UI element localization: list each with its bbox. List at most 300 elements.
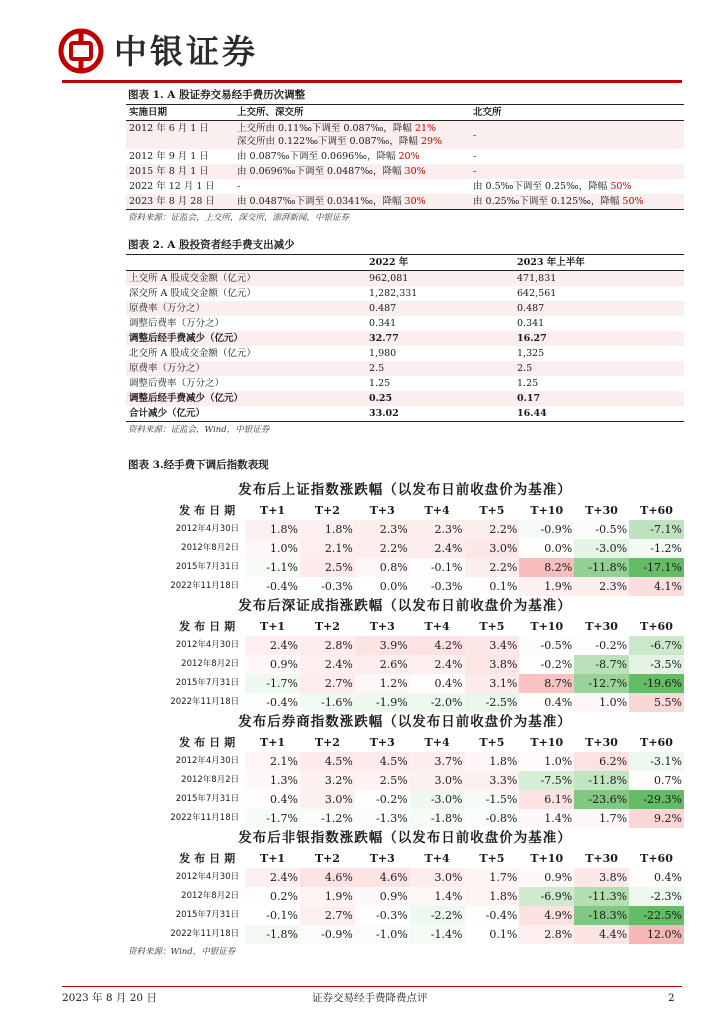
date-header: 发布日期 <box>179 620 240 633</box>
pct-cell: -12.7% <box>574 674 629 693</box>
pct-cell: 1.0% <box>519 752 574 771</box>
change-text: 深交所由 0.122‰下调至 0.087‰，降幅 <box>237 136 421 147</box>
pct-cell: 2.1% <box>245 752 300 771</box>
table-row <box>126 331 684 346</box>
pct-cell: 2.8% <box>519 925 574 944</box>
pct-cell: 4.5% <box>355 752 410 771</box>
col-header: T+1 <box>260 620 286 633</box>
pct-cell: 2.4% <box>410 655 465 674</box>
boc-logo-icon <box>58 28 104 74</box>
pct-cell: 0.0% <box>379 580 408 593</box>
pct-cell: -0.3% <box>430 580 463 593</box>
change-line <box>237 135 467 148</box>
pct-cell: 0.4% <box>544 696 573 709</box>
pct-cell: 1.4% <box>410 887 465 906</box>
table-row <box>126 361 684 376</box>
change-line <box>237 195 467 208</box>
pct-cell: -1.2% <box>629 539 684 558</box>
sh-sz-change <box>234 164 470 179</box>
pct-cell: 3.8% <box>574 868 629 887</box>
pct-cell: -2.3% <box>629 887 684 906</box>
col-header: T+10 <box>530 852 564 865</box>
bj-change <box>470 179 684 194</box>
pct-cell: 2.2% <box>465 520 520 539</box>
pct-cell: 4.9% <box>519 906 574 925</box>
pct-cell: 1.9% <box>300 887 355 906</box>
col-header: T+4 <box>424 852 450 865</box>
col-header: T+30 <box>585 852 618 865</box>
pct-cell: 1.0% <box>574 693 629 712</box>
pct-cell: -22.5% <box>629 906 684 925</box>
pct-cell: 3.4% <box>465 636 520 655</box>
col-header: T+2 <box>314 620 340 633</box>
pct-cell: -0.1% <box>266 909 298 922</box>
pct-cell: 2.7% <box>300 674 355 693</box>
col-header: T+5 <box>479 620 505 633</box>
change-text: - <box>237 181 241 192</box>
footer-title: 证券交易经手费降费点评 <box>312 992 428 1004</box>
pct-cell: 0.0% <box>544 542 573 555</box>
table-row <box>126 771 684 790</box>
col-header: T+30 <box>585 620 618 633</box>
pct-cell: 1.8% <box>465 752 520 771</box>
fig1-title: 图表 1. A 股证券交易经手费历次调整 <box>128 89 306 101</box>
pct-cell: 3.0% <box>410 868 465 887</box>
release-date: 2015年7月31日 <box>175 910 240 920</box>
pct-cell: 1.8% <box>465 887 520 906</box>
pct-cell: 0.7% <box>654 774 682 787</box>
pct-cell: 3.2% <box>300 771 355 790</box>
pct-cell: -0.5% <box>574 520 629 539</box>
brand-name: 中银证券 <box>114 32 258 71</box>
pct-cell: 1.7% <box>465 868 520 887</box>
pct-cell: 6.1% <box>519 790 574 809</box>
change-text: - <box>473 166 477 177</box>
fig1-source: 资料来源：证监会，上交所，深交所，澎湃新闻，中银证券 <box>128 213 350 223</box>
fee-date: 2012 年 6 月 1 日 <box>126 121 234 150</box>
pct-cell: -3.0% <box>410 790 465 809</box>
col-header: T+1 <box>260 736 286 749</box>
pct-cell: 0.8% <box>355 558 410 577</box>
pct-cell: -8.7% <box>574 655 629 674</box>
row-value: 642,561 <box>517 288 557 299</box>
pct-cell: 3.8% <box>465 655 520 674</box>
pct-cell: 2.8% <box>300 636 355 655</box>
pct-cell: -0.4% <box>485 909 518 922</box>
pct-cell: 2.4% <box>300 655 355 674</box>
pct-cell: 2.4% <box>410 539 465 558</box>
change-line <box>237 165 467 178</box>
pct-cell: 2.4% <box>245 868 300 887</box>
pct-cell: 2.3% <box>355 520 410 539</box>
pct-cell: -1.5% <box>465 790 520 809</box>
change-text: 由 0.25‰下调至 0.125‰，降幅 <box>473 196 623 207</box>
pct-cell: -2.0% <box>410 693 465 712</box>
table-row <box>126 149 684 164</box>
pct-cell: 2.5% <box>355 771 410 790</box>
col-header: T+60 <box>640 504 673 517</box>
pct-cell: 5.5% <box>629 693 684 712</box>
pct-cell: -6.7% <box>629 636 684 655</box>
col-header: T+1 <box>260 504 286 517</box>
row-value: 962,081 <box>366 271 514 287</box>
table-row <box>126 809 684 828</box>
pct-cell: -0.2% <box>595 639 628 652</box>
release-date: 2012年4月30日 <box>175 524 240 534</box>
release-date: 2012年4月30日 <box>175 640 240 650</box>
pct-cell: 1.8% <box>300 520 355 539</box>
release-date: 2015年7月31日 <box>175 678 240 688</box>
col-header: T+3 <box>369 504 395 517</box>
col-header: 2022 年 <box>366 255 514 271</box>
pct-cell: -0.1% <box>430 561 463 574</box>
pct-cell: -0.8% <box>465 809 520 828</box>
col-header: T+3 <box>369 620 395 633</box>
col-header: T+3 <box>369 736 395 749</box>
row-label: 深交所 A 股成交金额（亿元） <box>129 288 256 299</box>
row-value: 16.27 <box>514 331 684 346</box>
col-header: T+5 <box>479 852 505 865</box>
release-date: 2012年8月2日 <box>181 891 240 901</box>
page-header <box>0 0 724 84</box>
col-header: T+1 <box>260 852 286 865</box>
investor-fee-table <box>126 254 684 422</box>
pct-cell: 2.4% <box>245 636 300 655</box>
pct-cell: 9.2% <box>629 809 684 828</box>
col-header: T+60 <box>640 852 673 865</box>
table-row <box>126 906 684 925</box>
row-label: 合计减少（亿元） <box>126 406 366 422</box>
pct-cell: 3.9% <box>355 636 410 655</box>
release-date: 2012年8月2日 <box>181 543 240 553</box>
table-row <box>126 316 684 331</box>
change-line <box>237 122 467 135</box>
pct-cell: -3.0% <box>574 539 629 558</box>
table-row <box>126 194 684 210</box>
heatmap-table <box>126 849 684 944</box>
row-value: 0.487 <box>366 301 514 316</box>
page-number: 2 <box>668 992 675 1004</box>
row-label: 调整后费率（万分之） <box>129 378 225 389</box>
table-row <box>126 655 684 674</box>
pct-cell: -2.5% <box>465 693 520 712</box>
change-pct: 30% <box>404 166 426 177</box>
change-line <box>237 150 467 163</box>
section-title: 发布后券商指数涨跌幅（以发布日前收盘价为基准） <box>238 714 572 730</box>
col-header: T+60 <box>640 736 673 749</box>
pct-cell: -23.6% <box>574 790 629 809</box>
pct-cell: -1.7% <box>245 674 300 693</box>
pct-cell: 4.2% <box>410 636 465 655</box>
bj-change <box>470 149 684 164</box>
pct-cell: 1.2% <box>355 674 410 693</box>
pct-cell: -1.9% <box>355 693 410 712</box>
row-value: 1.25 <box>517 378 539 389</box>
pct-cell: 12.0% <box>629 925 684 944</box>
col-header: T+10 <box>530 504 564 517</box>
pct-cell: -29.3% <box>629 790 684 809</box>
pct-cell: 0.4% <box>654 871 682 884</box>
pct-cell: -3.5% <box>629 655 684 674</box>
table-row <box>126 376 684 391</box>
row-value: 471,831 <box>514 271 684 287</box>
pct-cell: -1.0% <box>355 925 410 944</box>
pct-cell: 3.7% <box>410 752 465 771</box>
pct-cell: -17.1% <box>629 558 684 577</box>
sh-sz-change <box>234 194 470 210</box>
index-performance-heatmap <box>126 480 684 944</box>
heatmap-table <box>126 501 684 596</box>
pct-cell: -0.2% <box>540 658 573 671</box>
row-value: 1,980 <box>369 348 397 359</box>
pct-cell: -1.1% <box>245 558 300 577</box>
fig2-source: 资料来源：证监会，Wind，中银证券 <box>128 425 270 435</box>
release-date: 2022年11月18日 <box>170 697 240 707</box>
fig3-title: 图表 3.经手费下调后指数表现 <box>128 459 269 471</box>
pct-cell: 2.3% <box>574 577 629 596</box>
row-value: 32.77 <box>366 331 514 346</box>
release-date: 2022年11月18日 <box>170 929 240 939</box>
pct-cell: -19.6% <box>629 674 684 693</box>
table-row <box>126 539 684 558</box>
pct-cell: 3.0% <box>465 539 520 558</box>
table-row <box>126 925 684 944</box>
table-row <box>126 558 684 577</box>
pct-cell: 2.6% <box>355 655 410 674</box>
fig3-source: 资料来源：Wind，中银证券 <box>128 947 236 957</box>
pct-cell: -11.8% <box>574 771 629 790</box>
pct-cell: -2.2% <box>410 906 465 925</box>
row-value: 1.25 <box>369 378 391 389</box>
col-header: T+2 <box>314 736 340 749</box>
col-header: 上交所、深交所 <box>234 105 470 121</box>
pct-cell: -1.7% <box>245 809 300 828</box>
pct-cell: 2.7% <box>300 906 355 925</box>
table-row <box>126 577 684 596</box>
table-row <box>126 636 684 655</box>
change-pct: 50% <box>622 196 644 207</box>
row-value: 0.17 <box>514 391 684 406</box>
pct-cell: 0.4% <box>434 677 463 690</box>
date-header: 发布日期 <box>179 504 240 517</box>
pct-cell: 1.8% <box>245 520 300 539</box>
pct-cell: -0.3% <box>321 580 353 593</box>
release-date: 2012年8月2日 <box>181 775 240 785</box>
table-row <box>126 286 684 301</box>
row-value: 16.44 <box>514 406 684 422</box>
footer-divider <box>62 986 682 987</box>
fee-date: 2015 年 8 月 1 日 <box>126 164 234 179</box>
col-header: T+30 <box>585 504 618 517</box>
pct-cell: -1.6% <box>300 693 355 712</box>
table-row <box>126 674 684 693</box>
sh-sz-change <box>234 149 470 164</box>
pct-cell: 4.4% <box>574 925 629 944</box>
fee-adjustment-table <box>126 104 684 210</box>
col-header: 北交所 <box>470 105 684 121</box>
col-header: T+5 <box>479 736 505 749</box>
fee-date: 2012 年 9 月 1 日 <box>129 151 209 162</box>
release-date: 2012年8月2日 <box>181 659 240 669</box>
header-row <box>126 733 684 752</box>
pct-cell: -11.3% <box>574 887 629 906</box>
header-divider <box>62 80 682 83</box>
table-row <box>126 868 684 887</box>
change-pct: 21% <box>414 123 437 134</box>
pct-cell: 0.9% <box>519 868 574 887</box>
row-value: 33.02 <box>366 406 514 422</box>
change-pct: 30% <box>404 196 426 207</box>
row-label: 原费率（万分之） <box>126 361 366 376</box>
pct-cell: 3.1% <box>465 674 520 693</box>
row-label: 上交所 A 股成交金额（亿元） <box>126 271 366 287</box>
pct-cell: 0.1% <box>489 928 518 941</box>
change-text: 由 0.0696‰下调至 0.0487‰，降幅 <box>237 166 405 177</box>
bj-change <box>470 164 684 179</box>
fee-date: 2022 年 12 月 1 日 <box>129 181 215 192</box>
pct-cell: -0.4% <box>266 580 298 593</box>
heatmap-table <box>126 733 684 828</box>
table-row <box>126 693 684 712</box>
fee-date: 2023 年 8 月 28 日 <box>126 194 234 210</box>
pct-cell: -1.8% <box>245 925 300 944</box>
header-row <box>126 617 684 636</box>
col-header: T+4 <box>424 620 450 633</box>
pct-cell: 0.9% <box>245 655 300 674</box>
bj-change <box>470 121 684 150</box>
pct-cell: 0.2% <box>270 890 298 903</box>
fig2-title: 图表 2. A 股投资者经手费支出减少 <box>128 239 295 251</box>
release-date: 2015年7月31日 <box>175 794 240 804</box>
change-pct: 20% <box>398 151 420 162</box>
table-row <box>126 164 684 179</box>
release-date: 2022年11月18日 <box>170 581 240 591</box>
pct-cell: 0.1% <box>489 580 518 593</box>
pct-cell: 3.0% <box>410 771 465 790</box>
col-header <box>126 255 366 271</box>
sh-sz-change <box>234 121 470 150</box>
change-text: - <box>473 151 477 162</box>
table-row <box>126 121 684 150</box>
pct-cell: 1.7% <box>574 809 629 828</box>
pct-cell: -1.3% <box>355 809 410 828</box>
change-text: 由 0.5‰下调至 0.25‰，降幅 <box>473 181 611 192</box>
pct-cell: 4.1% <box>629 577 684 596</box>
header-row <box>126 501 684 520</box>
header-row <box>126 849 684 868</box>
release-date: 2015年7月31日 <box>175 562 240 572</box>
change-text: - <box>473 129 477 141</box>
pct-cell: -0.5% <box>519 636 574 655</box>
heatmap-table <box>126 617 684 712</box>
pct-cell: -1.8% <box>410 809 465 828</box>
col-header: 实施日期 <box>126 105 234 121</box>
change-text: 由 0.087‰下调至 0.0696‰，降幅 <box>237 151 399 162</box>
pct-cell: 0.4% <box>270 793 298 806</box>
pct-cell: -7.1% <box>629 520 684 539</box>
change-line <box>237 180 467 193</box>
table-row <box>126 391 684 406</box>
pct-cell: -1.4% <box>410 925 465 944</box>
page-content <box>126 86 684 960</box>
pct-cell: 1.4% <box>519 809 574 828</box>
pct-cell: 2.1% <box>300 539 355 558</box>
pct-cell: -0.9% <box>519 520 574 539</box>
pct-cell: -11.8% <box>574 558 629 577</box>
pct-cell: 1.3% <box>245 771 300 790</box>
col-header: T+3 <box>369 852 395 865</box>
table-row <box>126 346 684 361</box>
bj-change <box>470 194 684 210</box>
pct-cell: -0.9% <box>300 925 355 944</box>
row-value: 1,282,331 <box>369 288 418 299</box>
footer-date: 2023 年 8 月 20 日 <box>62 992 157 1004</box>
pct-cell: 2.2% <box>465 558 520 577</box>
pct-cell: -3.1% <box>629 752 684 771</box>
pct-cell: -6.9% <box>519 887 574 906</box>
release-date: 2022年11月18日 <box>170 813 240 823</box>
pct-cell: -1.2% <box>300 809 355 828</box>
pct-cell: -0.3% <box>375 909 408 922</box>
release-date: 2012年4月30日 <box>175 872 240 882</box>
table-row <box>126 301 684 316</box>
row-value: 2.5 <box>366 361 514 376</box>
section-title: 发布后上证指数涨跌幅（以发布日前收盘价为基准） <box>238 482 572 498</box>
col-header: T+2 <box>314 852 340 865</box>
sh-sz-change <box>234 179 470 194</box>
row-label: 调整后经手费减少（亿元） <box>126 391 366 406</box>
pct-cell: -18.3% <box>574 906 629 925</box>
col-header: T+10 <box>530 620 564 633</box>
col-header: T+2 <box>314 504 340 517</box>
pct-cell: 2.2% <box>355 539 410 558</box>
row-label: 北交所 A 股成交金额（亿元） <box>129 348 256 359</box>
col-header: T+5 <box>479 504 505 517</box>
pct-cell: 3.0% <box>300 790 355 809</box>
change-text: 由 0.0487‰下调至 0.0341‰，降幅 <box>237 196 405 207</box>
pct-cell: 4.6% <box>355 868 410 887</box>
table-row <box>126 179 684 194</box>
row-value: 0.341 <box>517 318 545 329</box>
pct-cell: 8.2% <box>519 558 574 577</box>
row-label: 调整后费率（万分之） <box>129 318 225 329</box>
col-header: T+30 <box>585 736 618 749</box>
pct-cell: -0.2% <box>375 793 408 806</box>
change-text: 上交所由 0.11‰下调至 0.087‰，降幅 <box>237 123 415 134</box>
section-title: 发布后深证成指涨跌幅（以发布日前收盘价为基准） <box>238 598 572 614</box>
table-row <box>126 520 684 539</box>
col-header: T+4 <box>424 736 450 749</box>
pct-cell: -7.5% <box>519 771 574 790</box>
row-value: 0.487 <box>514 301 684 316</box>
pct-cell: 2.3% <box>410 520 465 539</box>
pct-cell: 4.5% <box>300 752 355 771</box>
date-header: 发布日期 <box>179 736 240 749</box>
change-pct: 50% <box>610 181 632 192</box>
section-title: 发布后非银指数涨跌幅（以发布日前收盘价为基准） <box>238 830 572 846</box>
pct-cell: 1.0% <box>245 539 300 558</box>
table-row <box>126 790 684 809</box>
row-label: 原费率（万分之） <box>126 301 366 316</box>
pct-cell: -0.4% <box>266 696 298 709</box>
pct-cell: 1.9% <box>519 577 574 596</box>
table-row <box>126 887 684 906</box>
table-row <box>126 406 684 422</box>
table-row <box>126 752 684 771</box>
row-value: 0.25 <box>366 391 514 406</box>
row-label: 调整后经手费减少（亿元） <box>126 331 366 346</box>
table-row <box>126 271 684 287</box>
